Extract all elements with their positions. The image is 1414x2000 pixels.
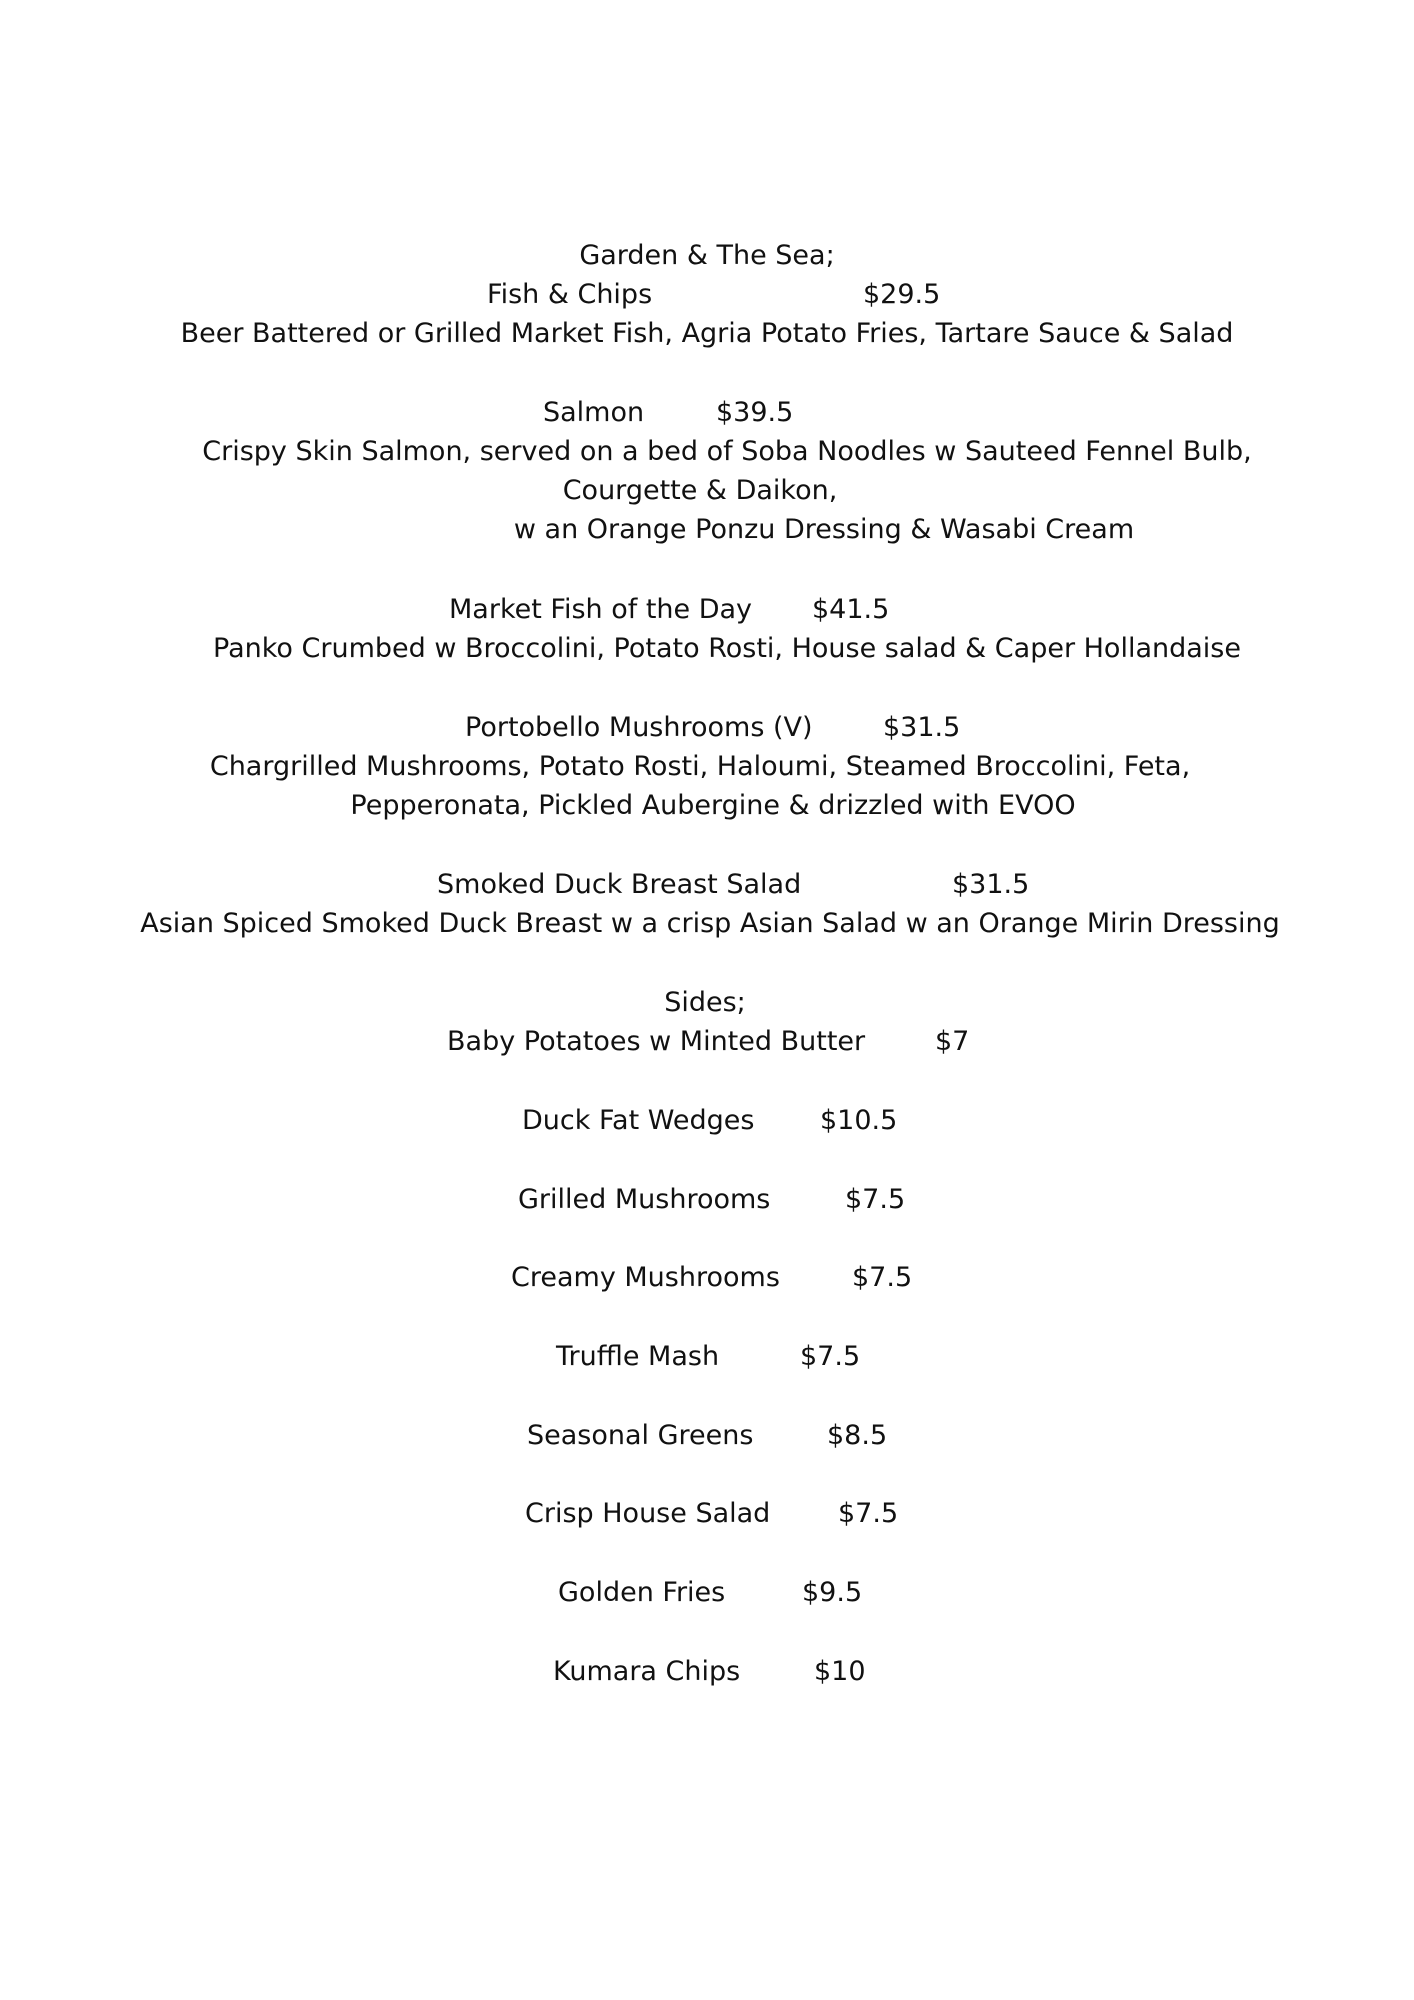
side-price-golden-fries: $9.5 [802, 1577, 863, 1608]
dish-description-portobello-line-2: Pepperonata, Pickled Aubergine & drizzled with EVOO [350, 790, 1076, 821]
dish-name-fish-and-chips: Fish & Chips [487, 279, 653, 310]
side-name-crisp-house-salad: Crisp House Salad [525, 1498, 771, 1529]
dish-name-market-fish: Market Fish of the Day [449, 594, 753, 625]
dish-price-market-fish: $41.5 [812, 594, 890, 625]
side-price-baby-potatoes: $7 [935, 1026, 970, 1057]
dish-price-portobello-mushrooms: $31.5 [883, 712, 961, 743]
side-price-kumara-chips: $10 [814, 1656, 866, 1687]
side-price-duck-fat-wedges: $10.5 [820, 1105, 898, 1136]
side-name-baby-potatoes: Baby Potatoes w Minted Butter [447, 1026, 866, 1057]
dish-price-fish-and-chips: $29.5 [863, 279, 941, 310]
dish-price-smoked-duck-breast-salad: $31.5 [952, 869, 1030, 900]
side-price-seasonal-greens: $8.5 [827, 1420, 888, 1451]
dish-name-portobello-mushrooms: Portobello Mushrooms (V) [465, 712, 813, 743]
side-name-seasonal-greens: Seasonal Greens [527, 1420, 754, 1451]
side-price-creamy-mushrooms: $7.5 [852, 1262, 913, 1293]
dish-name-smoked-duck-breast-salad: Smoked Duck Breast Salad [437, 869, 802, 900]
dish-description-smoked-duck-breast-salad: Asian Spiced Smoked Duck Breast w a crisp Asian Salad w an Orange Mirin Dressing [140, 908, 1280, 939]
dish-description-salmon-line-2: Courgette & Daikon, [562, 475, 838, 506]
side-name-truffle-mash: Truffle Mash [556, 1341, 720, 1372]
dish-description-portobello-line-1: Chargrilled Mushrooms, Potato Rosti, Haloumi, Steamed Broccolini, Feta, [209, 751, 1191, 782]
side-name-duck-fat-wedges: Duck Fat Wedges [522, 1105, 755, 1136]
dish-description-salmon-line-1: Crispy Skin Salmon, served on a bed of Soba Noodles w Sauteed Fennel Bulb, [202, 436, 1252, 467]
sides-title: Sides; [664, 987, 746, 1018]
side-price-crisp-house-salad: $7.5 [838, 1498, 899, 1529]
dish-description-market-fish: Panko Crumbed w Broccolini, Potato Rosti, House salad & Caper Hollandaise [213, 633, 1241, 664]
dish-price-salmon: $39.5 [716, 397, 794, 428]
dish-name-salmon: Salmon [543, 397, 645, 428]
section-title: Garden & The Sea; [579, 240, 835, 271]
dish-description-salmon-line-3: w an Orange Ponzu Dressing & Wasabi Cream [513, 514, 1135, 545]
side-name-creamy-mushrooms: Creamy Mushrooms [511, 1262, 780, 1293]
side-name-kumara-chips: Kumara Chips [553, 1656, 741, 1687]
side-name-grilled-mushrooms: Grilled Mushrooms [518, 1184, 771, 1215]
side-name-golden-fries: Golden Fries [558, 1577, 726, 1608]
dish-description-fish-and-chips: Beer Battered or Grilled Market Fish, Agria Potato Fries, Tartare Sauce & Salad [180, 318, 1234, 349]
side-price-truffle-mash: $7.5 [800, 1341, 861, 1372]
side-price-grilled-mushrooms: $7.5 [845, 1184, 906, 1215]
